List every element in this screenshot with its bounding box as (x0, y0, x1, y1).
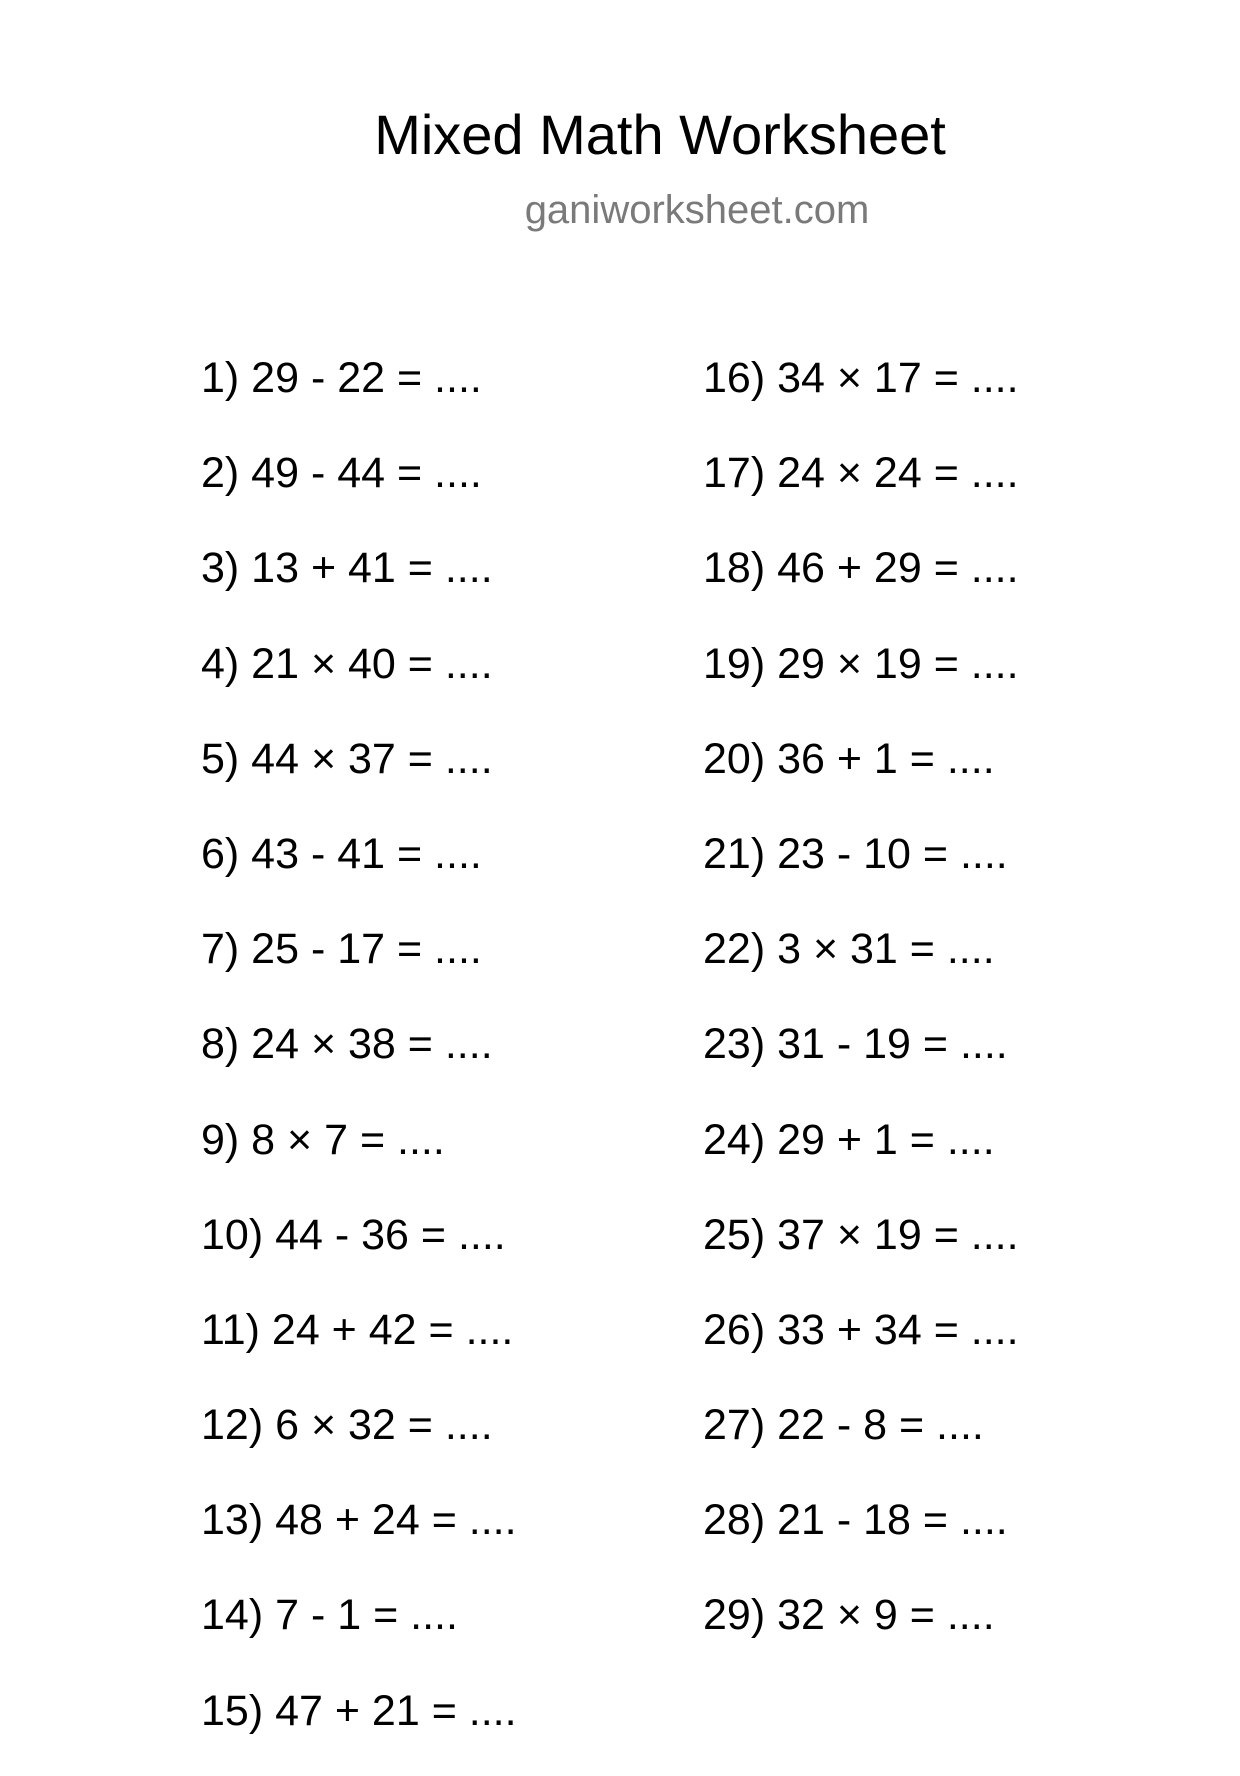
math-problem: 14) 7 - 1 = .... (201, 1591, 458, 1640)
math-problem: 18) 46 + 29 = .... (703, 544, 1019, 593)
math-problem: 25) 37 × 19 = .... (703, 1210, 1019, 1259)
math-problem: 23) 31 - 19 = .... (703, 1020, 1008, 1069)
math-problem: 8) 24 × 38 = .... (201, 1020, 493, 1069)
math-problem: 26) 33 + 34 = .... (703, 1305, 1019, 1354)
math-problem: 13) 48 + 24 = .... (201, 1496, 517, 1545)
math-problem: 7) 25 - 17 = .... (201, 925, 482, 974)
math-problem: 22) 3 × 31 = .... (703, 925, 995, 974)
math-problem: 4) 21 × 40 = .... (201, 639, 493, 688)
math-problem: 20) 36 + 1 = .... (703, 734, 995, 783)
math-problem: 17) 24 × 24 = .... (703, 449, 1019, 498)
math-problem: 9) 8 × 7 = .... (201, 1115, 445, 1164)
problem-column-left (201, 348, 517, 1776)
math-problem: 3) 13 + 41 = .... (201, 544, 493, 593)
math-problem: 2) 49 - 44 = .... (201, 449, 482, 498)
math-problem: 11) 24 + 42 = .... (201, 1305, 514, 1354)
worksheet-title: Mixed Math Worksheet (374, 103, 946, 166)
website-watermark: ganiworksheet.com (524, 188, 870, 232)
math-problem: 19) 29 × 19 = .... (703, 639, 1019, 688)
math-problem: 16) 34 × 17 = .... (703, 354, 1019, 402)
math-problem: 5) 44 × 37 = .... (201, 734, 493, 783)
math-problem: 28) 21 - 18 = .... (703, 1496, 1008, 1545)
math-problem: 29) 32 × 9 = .... (703, 1591, 995, 1640)
math-problem: 21) 23 - 10 = .... (703, 829, 1008, 878)
problem-column-right (703, 348, 1019, 1681)
math-problem: 15) 47 + 21 = .... (201, 1686, 517, 1735)
math-problem: 12) 6 × 32 = .... (201, 1401, 493, 1450)
math-problem: 10) 44 - 36 = .... (201, 1210, 506, 1259)
math-problem: 24) 29 + 1 = .... (703, 1115, 995, 1164)
math-problem: 27) 22 - 8 = .... (703, 1401, 984, 1450)
math-problem: 6) 43 - 41 = .... (201, 829, 482, 878)
math-problem: 1) 29 - 22 = .... (201, 354, 482, 402)
